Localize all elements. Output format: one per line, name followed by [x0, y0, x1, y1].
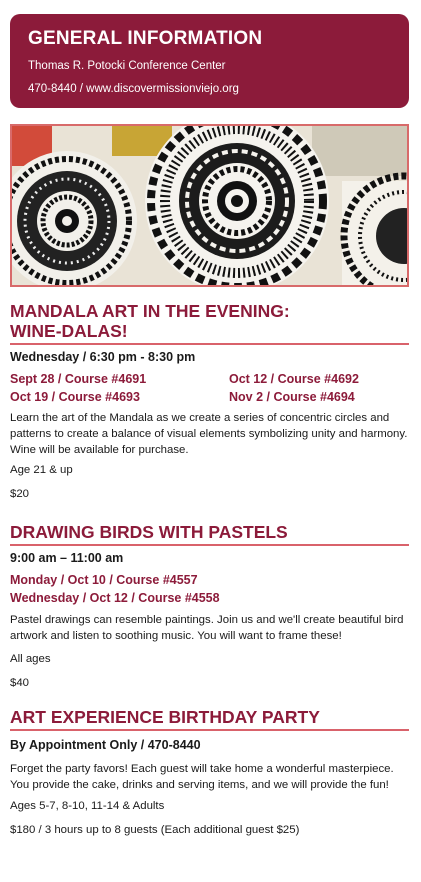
birds-age: All ages	[10, 653, 51, 665]
general-info-box	[10, 14, 409, 108]
mandala-title-line1: MANDALA ART IN THE EVENING:	[10, 301, 290, 321]
party-ages: Ages 5-7, 8-10, 11-14 & Adults	[10, 800, 165, 812]
birds-title: DRAWING BIRDS WITH PASTELS	[10, 522, 288, 542]
mandala-divider	[10, 343, 409, 345]
mandala-course-3: Oct 19 / Course #4693	[10, 390, 140, 404]
birds-description: Pastel drawings can resemble paintings. Join us and we'll create beautiful bird artwork and listen to soothing music. You will want to frame these!	[10, 614, 404, 642]
party-divider	[10, 729, 409, 731]
info-title: GENERAL INFORMATION	[28, 28, 263, 49]
birds-course-2: Wednesday / Oct 12 / Course #4558	[10, 591, 220, 605]
birds-divider	[10, 544, 409, 546]
party-description: Forget the party favors! Each guest will take home a wonderful masterpiece. You provide the cake, drinks and serving items, and we will provide the fun!	[10, 763, 394, 791]
birds-course-1: Monday / Oct 10 / Course #4557	[10, 573, 198, 587]
mandala-age: Age 21 & up	[10, 464, 73, 476]
info-contact: 470-8440 / www.discovermissionviejo.org	[28, 83, 239, 95]
birds-price: $40	[10, 677, 30, 689]
info-venue: Thomas R. Potocki Conference Center	[28, 60, 226, 72]
mandala-schedule: Wednesday / 6:30 pm - 8:30 pm	[10, 350, 196, 364]
mandala-price: $20	[10, 488, 30, 500]
mandala-title-line2: WINE-DALAS!	[10, 321, 128, 341]
birds-time: 9:00 am – 11:00 am	[10, 551, 124, 565]
mandala-course-2: Oct 12 / Course #4692	[229, 372, 359, 386]
mandala-description: Learn the art of the Mandala as we create a series of concentric circles and patterns to create a balance of visual elements symbolizing unity and harmony. Wine will be available for purchase.	[10, 412, 408, 456]
party-price: $180 / 3 hours up to 8 guests (Each additional guest $25)	[10, 824, 300, 836]
party-appointment: By Appointment Only / 470-8440	[10, 738, 201, 752]
mandala-course-1: Sept 28 / Course #4691	[10, 372, 147, 386]
party-title: ART EXPERIENCE BIRTHDAY PARTY	[10, 707, 320, 727]
mandala-photo	[10, 124, 409, 287]
mandala-course-4: Nov 2 / Course #4694	[229, 390, 355, 404]
